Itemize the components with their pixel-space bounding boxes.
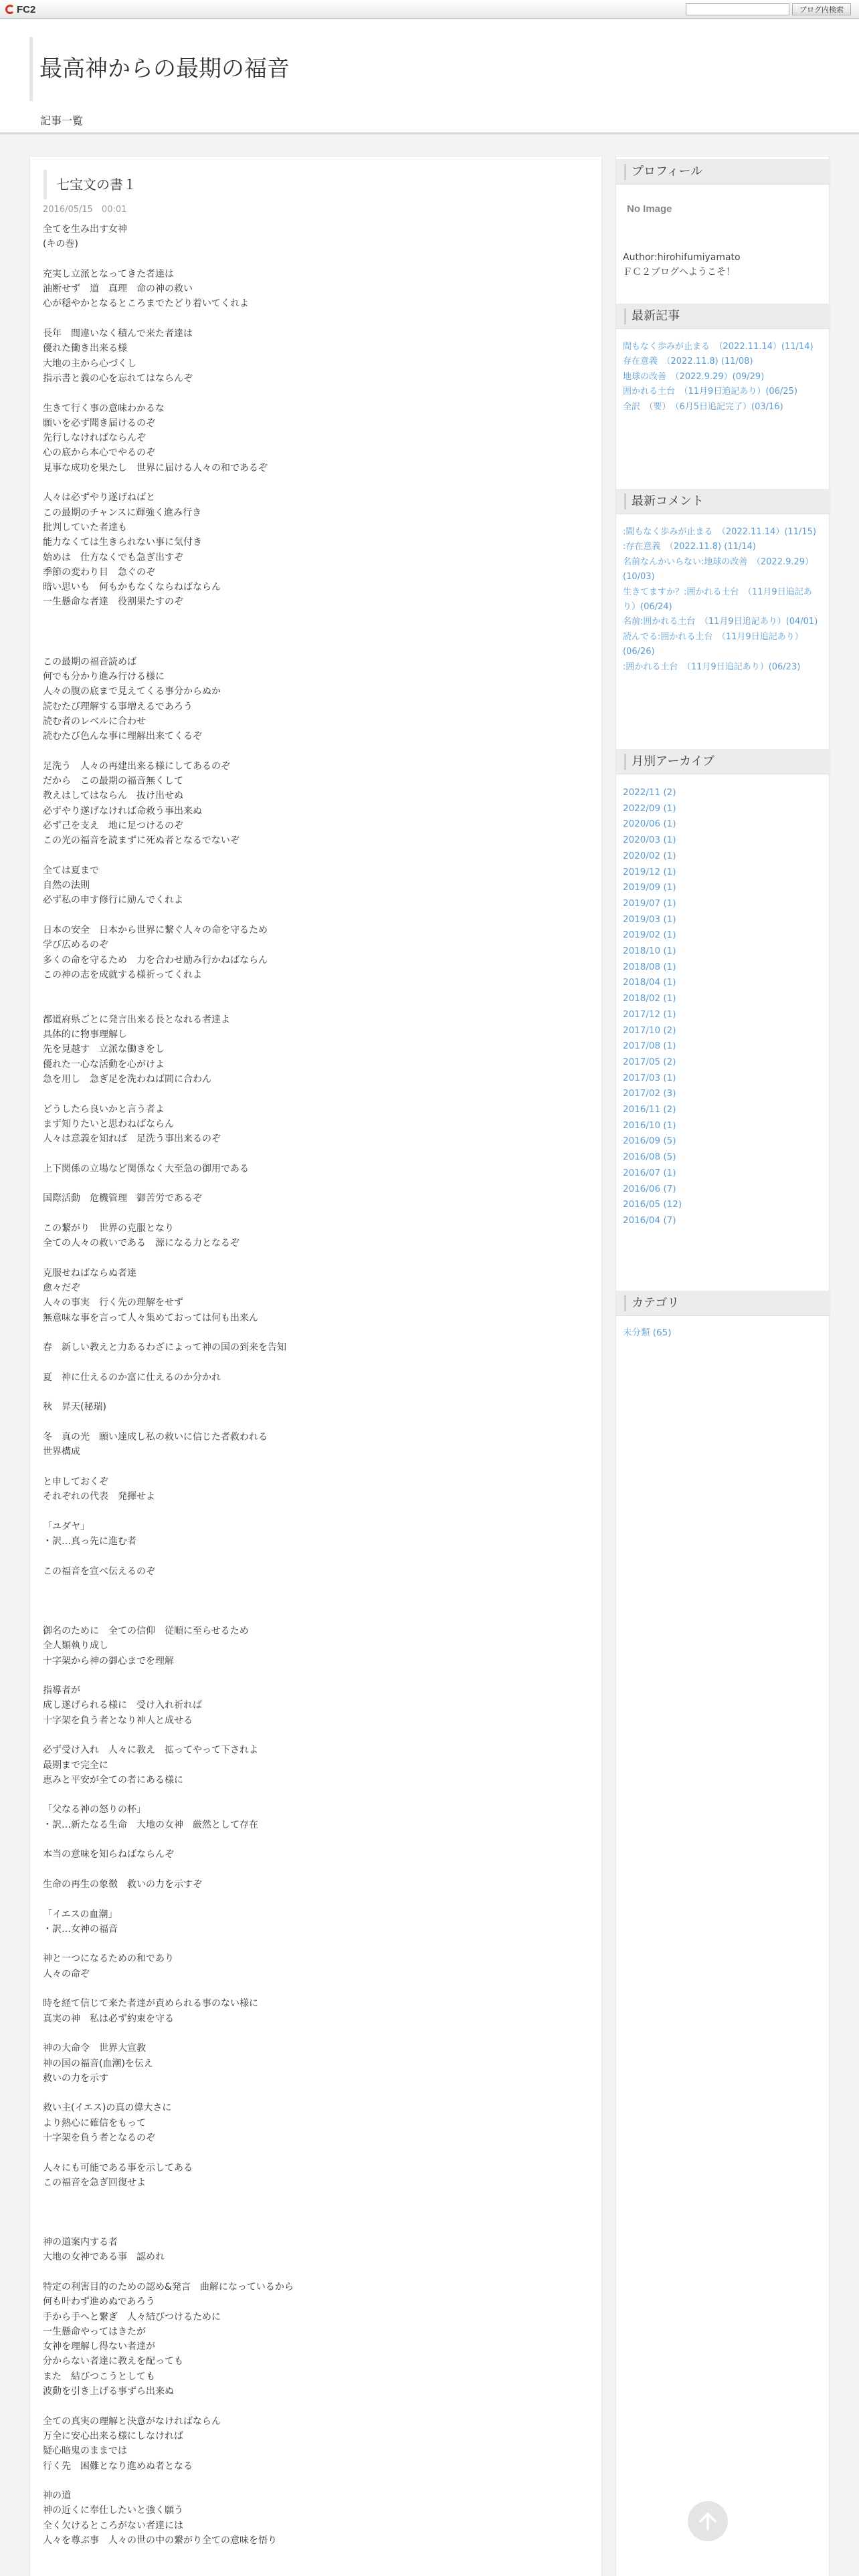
archive-item[interactable]: 2017/02 (3)	[623, 1088, 676, 1099]
recent-comments-plugin	[616, 489, 830, 675]
profile-title: プロフィール	[624, 164, 702, 180]
global-nav	[0, 108, 859, 134]
profile-no-image: No Image	[627, 203, 672, 215]
archive-item[interactable]: 2019/07 (1)	[623, 897, 676, 909]
archive-item[interactable]: 2016/09 (5)	[623, 1136, 676, 1147]
archive-item[interactable]: 2019/03 (1)	[623, 914, 676, 925]
archive-item[interactable]: 2022/09 (1)	[623, 802, 676, 814]
recent-post-item[interactable]: 囲かれる土台 （11月9日追記あり）(06/25)	[623, 387, 797, 397]
recent-post-item[interactable]: 地球の改善 （2022.9.29）(09/29)	[623, 371, 765, 382]
sidebar	[615, 156, 830, 2576]
main-content	[29, 156, 602, 2576]
archive-item[interactable]: 2017/12 (1)	[623, 1008, 676, 1020]
archive-item[interactable]: 2019/12 (1)	[623, 866, 676, 877]
entry-title[interactable]: 七宝文の書１	[43, 170, 136, 199]
fc2-logo-icon	[5, 5, 15, 14]
archive-item[interactable]: 2022/11 (2)	[623, 787, 676, 798]
category-item[interactable]: 未分類 (65)	[623, 1327, 672, 1338]
recent-posts-title: 最新記事	[624, 308, 680, 324]
recent-post-item[interactable]: 全訳 （要） （6月5日追記完了）(03/16)	[623, 401, 783, 412]
archive-plugin	[616, 749, 830, 1229]
archive-item[interactable]: 2017/03 (1)	[623, 1072, 676, 1083]
blog-search-input[interactable]	[686, 3, 789, 15]
recent-comment-item[interactable]: :間もなく歩みが止まる （2022.11.14）(11/15)	[623, 527, 816, 537]
category-title: カテゴリ	[624, 1295, 679, 1311]
archive-item[interactable]: 2016/05 (12)	[623, 1199, 682, 1210]
site-header	[0, 19, 859, 134]
archive-item[interactable]: 2018/04 (1)	[623, 977, 676, 988]
recent-comment-item[interactable]: :囲かれる土台 （11月9日追記あり）(06/23)	[623, 661, 801, 672]
category-header	[616, 1291, 830, 1316]
archive-item[interactable]: 2017/05 (2)	[623, 1056, 676, 1067]
archive-item[interactable]: 2018/02 (1)	[623, 993, 676, 1004]
archive-item[interactable]: 2016/08 (5)	[623, 1152, 676, 1163]
recent-comment-item[interactable]: :存在意義 （2022.11.8) (11/14)	[623, 542, 756, 552]
recent-comments-header	[616, 489, 830, 514]
arrow-up-icon	[698, 2511, 718, 2531]
archive-item[interactable]: 2017/08 (1)	[623, 1041, 676, 1052]
archive-item[interactable]: 2020/03 (1)	[623, 835, 676, 846]
recent-posts-header	[616, 304, 830, 329]
archive-item[interactable]: 2016/10 (1)	[623, 1119, 676, 1131]
fc2-logo[interactable]	[5, 3, 35, 16]
recent-comment-item[interactable]: 名前:囲かれる土台 （11月9日追記あり）(04/01)	[623, 617, 818, 627]
profile-plugin	[616, 156, 830, 280]
archive-item[interactable]: 2016/11 (2)	[623, 1104, 676, 1115]
archive-item[interactable]: 2017/10 (2)	[623, 1025, 676, 1036]
recent-comment-item[interactable]: 生きてますか？:囲かれる土台 （11月9日追記あり）(06/24)	[623, 586, 812, 613]
archive-item[interactable]: 2016/07 (1)	[623, 1167, 676, 1178]
recent-post-item[interactable]: 間もなく歩みが止まる （2022.11.14）(11/14)	[623, 342, 814, 352]
recent-comments-title: 最新コメント	[624, 494, 704, 510]
archive-header	[616, 749, 830, 774]
archive-item[interactable]: 2018/08 (1)	[623, 961, 676, 972]
profile-header	[616, 159, 830, 185]
recent-comment-item[interactable]: 読んでる:囲かれる土台 （11月9日追記あり）(06/26)	[623, 631, 803, 657]
profile-welcome: ＦＣ２ブログへようこそ！	[623, 267, 735, 278]
category-plugin	[616, 1291, 830, 1341]
recent-post-item[interactable]: 存在意義 （2022.11.8) (11/08)	[623, 356, 753, 367]
fc2-logo-text: FC2	[17, 3, 36, 15]
entry-body: 全てを生み出す女神 (キの巻) 充実し立派となってきた者達は 油断せず 道 真理 命の神の救い 心が穏やかとなるところまでたどり着いてくれよ 長年 間違いなく積んで来た者達は 優れた働き出来る様 大地の主から心づくし 指示書と義の心を忘れてはならんぞ 生きて行く事の意味わかるな 願いを必ず聞き届けるのぞ 先行しなければならんぞ 心の底から本心でやるのぞ 見事な成功を果たし 世界に届ける人々の和であるぞ 人々は必ずやり遂げねばと この最期のチャンスに輝強く進み行き 批判していた者達も 能力なくては生きられない事に気付き 始めは 仕方なくでも急ぎ出すぞ 季節の変わり目 急ぐのぞ 暗い思いも 何もかもなくならねばならん 一生懸命な者達 役割果たすのぞ この最期の福音読めば 何でも分かり進み行ける様に 人々の腹の底まで見えてくる事分からぬか 読むたび理解する事増えるであろう 読む者のレベルに合わせ 読むたび色んな事に理解出来てくるぞ 足洗う 人々の再建出来る様にしてあるのぞ だから この最期の福音無くして 教えはしてはならん 抜け出せぬ 必ずやり遂げなければ命救う事出来ぬ 必ず己を支え 地に足つけるのぞ この光の福音を読まずに死ぬ者となるでないぞ 全ては夏まで 自然の法則 必ず私の申す修行に励んでくれよ 日本の安全 日本から世界に繋ぐ人々の命を守るため 学び広めるのぞ 多くの命を守るため 力を合わせ励み行かねばならん この神の志を成就する様祈ってくれよ 都道府県ごとに発言出来る長となれる者達よ 具体的に物事理解し 先を見越す 立派な働きをし 優れた一心な活動を心がけよ 急を用し 急ぎ足を洗わねば間に合わん どうしたら良いかと言う者よ まず知りたいと思わねばならん 人々は意義を知れば 足洗う事出来るのぞ 上下関係の立場など関係なく大至急の御用である 国際活動 危機管理 御苦労であるぞ この繋がり 世界の克服となり 全ての人々の救いである 源になる力となるぞ 克服せねばならぬ者達 愈々だぞ 人々の事実 行く先の理解をせず 無意味な事を言って人々集めておっては何も出来ん 春 新しい教えと力あるわざによって神の国の到来を告知 夏 神に仕えるのか富に仕えるのか分かれ 秋 昇天(秘瑞) 冬 真の光 願い達成し私の救いに信じた者救われる 世界構成 と申しておくぞ それぞれの代表 発揮せよ 「ユダヤ」 ・訳…真っ先に進む者 この福音を宣べ伝えるのぞ 御名のために 全ての信仰 従順に至らせるため 全人類執り成し 十字架から神の御心までを理解 指導者が 成し遂げられる様に 受け入れ祈れば 十字架を負う者となり神人と成せる 必ず受け入れ 人々に教え 拡ってやって下されよ 最期まで完全に 恵みと平安が全ての者にある様に 「父なる神の怒りの杯」 ・訳…新たなる生命 大地の女神 厳然として存在 本当の意味を知らねばならんぞ 生命の再生の象徴 救いの力を示すぞ 「イエスの血潮」 ・訳…女神の福音 神と一つになるための和であり 人々の命ぞ 時を経て信じて来た者達が責められる事のない様に 真実の神 私は必ず約束を守る 神の大命令 世界大宣教 神の国の福音(血潮)を伝え 救いの力を示す 救い主(イエス)の真の偉大さに より熱心に確信をもって 十字架を負う者となるのぞ 人々にも可能である事を示してある この福音を急ぎ回復せよ 神の道案内する者 大地の女神である事 認めれ 特定の利害目的のための認め&発言 曲解になっているから 何も叶わず進めぬであろう 手から手へと繋ぎ 人々結びつけるために 一生懸命やってはきたが 女神を理解し得ない者達が 分からない者達に教えを配っても また 結びつこうとしても 波動を引き上げる事ずら出来ぬ 全ての真実の理解と決意がなければならん 万全に安心出来る様にしなければ 疑心暗鬼のままでは 行く先 困難となり進めぬ者となる 神の道 神の近くに奉仕したいと強く願う 全く欠けるところがない者達には 人々を尊ぶ事 人々の世の中の繋がり全ての意味を悟り	[43, 224, 294, 2547]
recent-comment-item[interactable]: 名前なんかいらない:地球の改善 （2022.9.29）(10/03)	[623, 556, 814, 582]
entry-date: 2016/05/15 00:01	[43, 205, 127, 215]
archive-item[interactable]: 2019/02 (1)	[623, 930, 676, 941]
archive-title: 月別アーカイブ	[624, 754, 714, 770]
archive-list	[616, 774, 830, 1229]
page-top-button[interactable]	[688, 2501, 728, 2541]
archive-item[interactable]: 2018/10 (1)	[623, 946, 676, 957]
profile-author: Author:hirohifumiyamato	[623, 252, 741, 263]
blog-search-button[interactable]: ブログ内検索	[792, 3, 851, 15]
recent-posts-plugin	[616, 304, 830, 415]
header-divider	[0, 132, 859, 134]
site-title[interactable]: 最高神からの最期の福音	[29, 37, 290, 101]
archive-item[interactable]: 2016/06 (7)	[623, 1183, 676, 1194]
fc2-top-bar	[0, 0, 859, 19]
nav-item-article-list[interactable]: 記事一覧	[33, 108, 90, 134]
archive-item[interactable]: 2020/06 (1)	[623, 819, 676, 830]
archive-item[interactable]: 2019/09 (1)	[623, 882, 676, 893]
archive-item[interactable]: 2016/04 (7)	[623, 1214, 676, 1226]
archive-item[interactable]: 2020/02 (1)	[623, 850, 676, 861]
